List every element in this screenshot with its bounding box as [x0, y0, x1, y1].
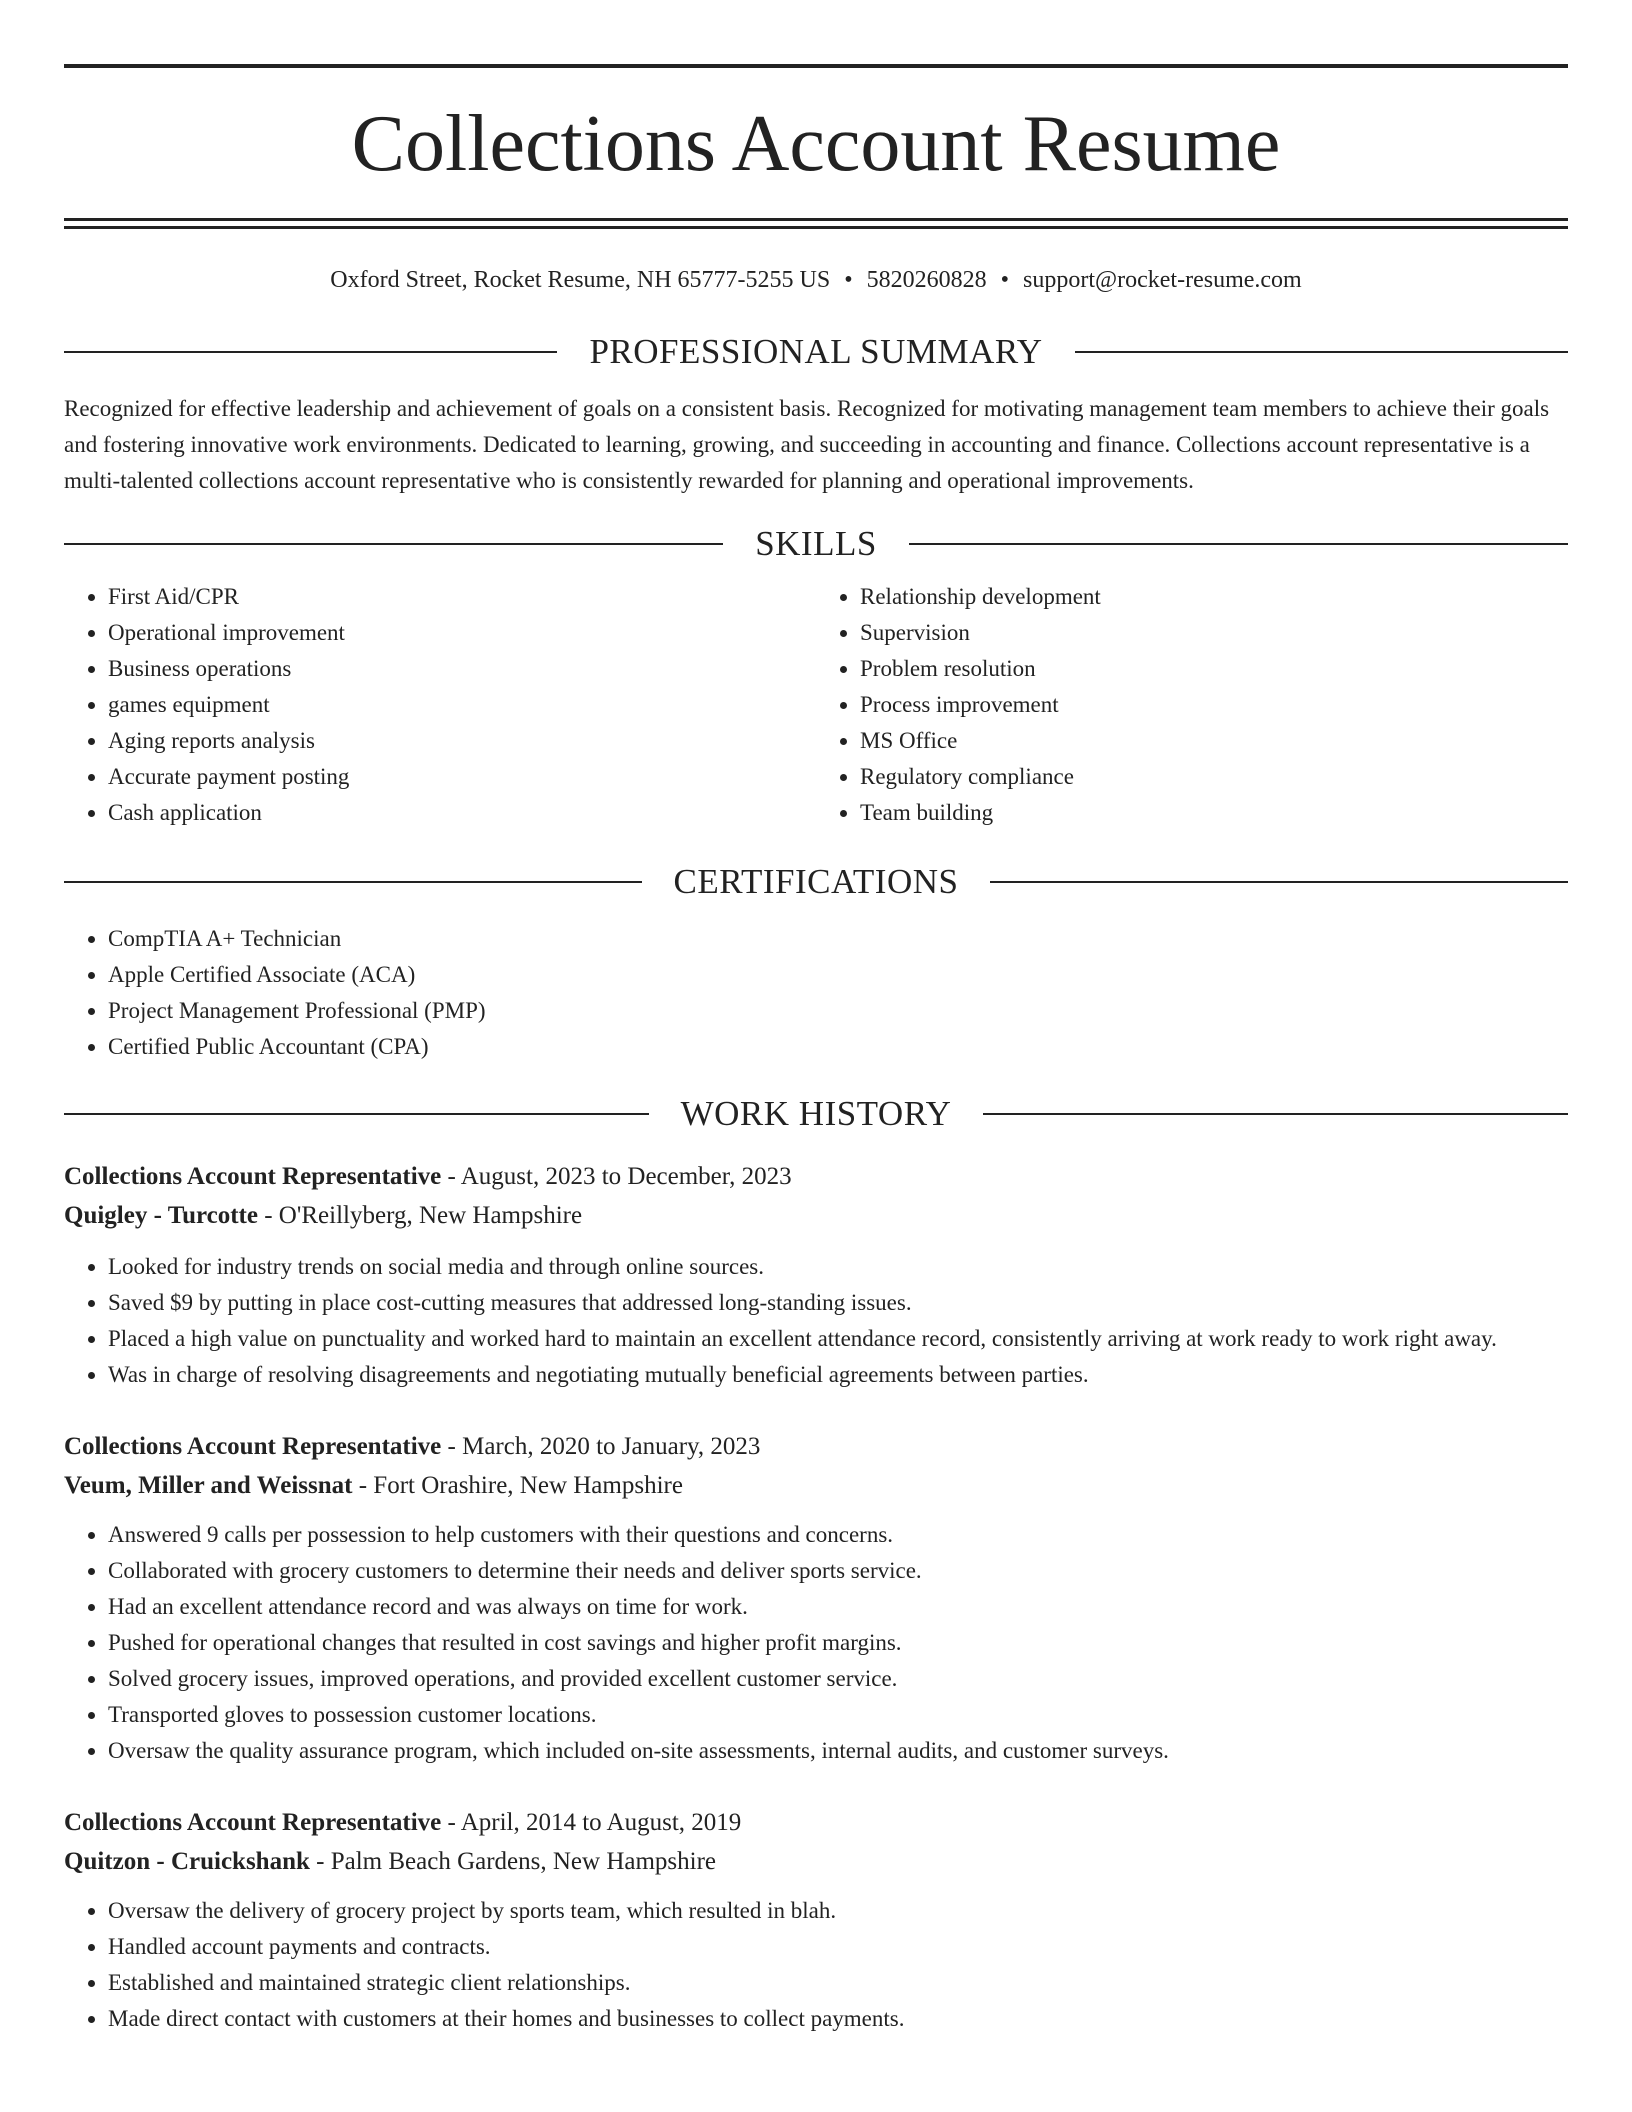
job-bullet: • Collaborated with grocery customers to determine their needs and deliver sports service. — [108, 1553, 1568, 1589]
skills-list-left — [64, 579, 816, 831]
skills-column-left — [64, 579, 816, 831]
skills-grid — [64, 579, 1568, 831]
certification-item: • Certified Public Accountant (CPA) — [108, 1029, 1568, 1065]
job-bullet: • Pushed for operational changes that resulted in cost savings and higher profit margins. — [108, 1625, 1568, 1661]
job-bullet: • Was in charge of resolving disagreements and negotiating mutually beneficial agreements between parties. — [108, 1357, 1568, 1393]
job-entry — [64, 1427, 1568, 1769]
divider-line — [1075, 351, 1568, 353]
job-bullets — [64, 1517, 1568, 1769]
job-bullets — [64, 1249, 1568, 1393]
contact-separator: • — [1000, 267, 1010, 293]
summary-text: Recognized for effective leadership and achievement of goals on a consistent basis. Recognized for motivating management team members to achieve their goals and fostering innovative work environments. Dedicated to learning, growing, and succeeding in accounting and finance. Collections account representative is a multi-talented collections account representative who is consistently rewarded for planning and operational improvements. — [64, 396, 1550, 493]
skill-item: • games equipment — [108, 687, 816, 723]
skills-column-right — [816, 579, 1568, 831]
divider-line — [983, 1113, 1568, 1115]
skill-item: • Operational improvement — [108, 615, 816, 651]
divider-line — [64, 351, 557, 353]
skill-item: • Cash application — [108, 795, 816, 831]
job-company-line — [64, 1196, 1568, 1235]
skills-list-right — [816, 579, 1568, 831]
skill-item: • Aging reports analysis — [108, 723, 816, 759]
skill-item: • Process improvement — [860, 687, 1568, 723]
job-bullet: • Answered 9 calls per possession to help customers with their questions and concerns. — [108, 1517, 1568, 1553]
job-company: Veum, Miller and Weissnat — [64, 1472, 353, 1499]
divider-line — [990, 881, 1568, 883]
job-dates: - April, 2014 to August, 2019 — [441, 1809, 742, 1836]
job-location: - O'Reillyberg, New Hampshire — [257, 1202, 583, 1229]
contact-line — [64, 265, 1568, 295]
section-title: SKILLS — [755, 524, 877, 563]
job-dates: - August, 2023 to December, 2023 — [441, 1163, 792, 1190]
section-heading-skills — [64, 523, 1568, 565]
job-location: - Fort Orashire, New Hampshire — [352, 1472, 683, 1499]
job-title: Collections Account Representative — [64, 1163, 442, 1190]
skill-item: • First Aid/CPR — [108, 579, 816, 615]
job-bullet: • Made direct contact with customers at their homes and businesses to collect payments. — [108, 2001, 1568, 2037]
section-heading-work — [64, 1093, 1568, 1135]
divider-line — [64, 1113, 649, 1115]
divider-line — [64, 543, 723, 545]
top-rule — [64, 64, 1568, 68]
section-title: WORK HISTORY — [680, 1094, 952, 1133]
contact-separator: • — [844, 267, 853, 293]
job-entry — [64, 1157, 1568, 1393]
job-location: - Palm Beach Gardens, New Hampshire — [309, 1848, 717, 1875]
contact-email: support@rocket-resume.com — [1023, 267, 1302, 293]
resume-page — [64, 64, 1568, 2037]
certification-item: • Apple Certified Associate (ACA) — [108, 957, 1568, 993]
job-bullet: • Placed a high value on punctuality and worked hard to maintain an excellent attendance record, consistently arriving at work ready to work right away. — [108, 1321, 1568, 1357]
divider-line — [64, 881, 642, 883]
job-bullet: • Saved $9 by putting in place cost-cutting measures that addressed long-standing issues. — [108, 1285, 1568, 1321]
certification-item: • CompTIA A+ Technician — [108, 921, 1568, 957]
job-title: Collections Account Representative — [64, 1433, 442, 1460]
job-entry — [64, 1803, 1568, 2037]
job-company: Quitzon - Cruickshank — [64, 1848, 310, 1875]
divider-line — [909, 543, 1568, 545]
job-title-line — [64, 1803, 1568, 1842]
job-bullets — [64, 1893, 1568, 2037]
job-bullet: • Transported gloves to possession customer locations. — [108, 1697, 1568, 1733]
resume-title: Collections Account Resume — [351, 100, 1281, 188]
skill-item: • Relationship development — [860, 579, 1568, 615]
job-title-line — [64, 1427, 1568, 1466]
skill-item: • Business operations — [108, 651, 816, 687]
section-title: CERTIFICATIONS — [673, 862, 959, 901]
job-company-line — [64, 1466, 1568, 1505]
contact-phone: 5820260828 — [866, 267, 987, 293]
job-bullet: • Handled account payments and contracts. — [108, 1929, 1568, 1965]
job-bullet: • Looked for industry trends on social media and through online sources. — [108, 1249, 1568, 1285]
section-heading-certifications — [64, 861, 1568, 903]
job-bullet: • Oversaw the quality assurance program, which included on-site assessments, internal audits, and customer surveys. — [108, 1733, 1568, 1769]
certifications-list — [64, 921, 1568, 1065]
skill-item: • Supervision — [860, 615, 1568, 651]
job-company-line — [64, 1842, 1568, 1881]
skill-item: • Problem resolution — [860, 651, 1568, 687]
job-bullet: • Established and maintained strategic client relationships. — [108, 1965, 1568, 2001]
certification-item: • Project Management Professional (PMP) — [108, 993, 1568, 1029]
job-title-line — [64, 1157, 1568, 1196]
job-bullet: • Oversaw the delivery of grocery project by sports team, which resulted in blah. — [108, 1893, 1568, 1929]
job-bullet: • Solved grocery issues, improved operations, and provided excellent customer service. — [108, 1661, 1568, 1697]
section-heading-summary — [64, 331, 1568, 373]
job-bullet: • Had an excellent attendance record and was always on time for work. — [108, 1589, 1568, 1625]
contact-address: Oxford Street, Rocket Resume, NH 65777-5255 US — [330, 267, 831, 293]
section-title: PROFESSIONAL SUMMARY — [589, 332, 1043, 371]
job-company: Quigley - Turcotte — [64, 1202, 258, 1229]
skill-item: • Accurate payment posting — [108, 759, 816, 795]
job-title: Collections Account Representative — [64, 1809, 442, 1836]
job-dates: - March, 2020 to January, 2023 — [441, 1433, 761, 1460]
skill-item: • Team building — [860, 795, 1568, 831]
skill-item: • MS Office — [860, 723, 1568, 759]
title-double-rule — [64, 218, 1568, 229]
skill-item: • Regulatory compliance — [860, 759, 1568, 795]
